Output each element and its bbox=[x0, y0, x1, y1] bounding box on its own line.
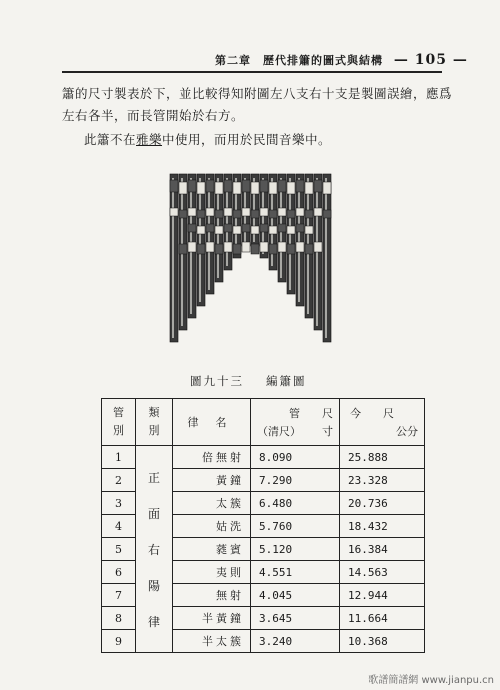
weave-strip bbox=[197, 226, 205, 234]
pitch-name: 倍無射 bbox=[173, 446, 251, 469]
weave-strip bbox=[188, 180, 196, 192]
weave-strip bbox=[305, 182, 313, 194]
category-char: 律 bbox=[147, 615, 160, 629]
weave-strip bbox=[251, 244, 259, 254]
length-centimeters: 14.563 bbox=[340, 561, 425, 584]
length-centimeters: 10.368 bbox=[340, 630, 425, 653]
weave-strip bbox=[233, 244, 241, 254]
length-qing-cun: 5.760 bbox=[251, 515, 340, 538]
weave-strip bbox=[188, 208, 196, 216]
length-qing-cun: 4.551 bbox=[251, 561, 340, 584]
weave-strip bbox=[251, 182, 259, 194]
weave-strip bbox=[260, 224, 268, 232]
length-qing-cun: 3.240 bbox=[251, 630, 340, 653]
weave-strip bbox=[242, 180, 250, 192]
weave-strip bbox=[242, 208, 250, 216]
weave-strip bbox=[233, 210, 241, 218]
weave-strip bbox=[269, 226, 277, 234]
pipe-number: 2 bbox=[102, 469, 136, 492]
running-header bbox=[215, 52, 468, 68]
table-row bbox=[102, 446, 425, 469]
weave-strip bbox=[269, 182, 277, 194]
weave-strip bbox=[278, 224, 286, 232]
header-pipe-number: 管 別 bbox=[102, 399, 136, 446]
body-line-2: 左右各半，而長管開始於右方。 bbox=[62, 108, 245, 123]
weave-strip bbox=[296, 208, 304, 216]
header-rule bbox=[62, 71, 442, 73]
header-qing-length: 管 尺 （清尺） 寸 bbox=[251, 399, 340, 446]
weave-strip bbox=[314, 242, 322, 252]
weave-strip bbox=[296, 224, 304, 232]
weave-strip bbox=[233, 182, 241, 194]
category-cell bbox=[136, 446, 173, 653]
pipe-number: 8 bbox=[102, 607, 136, 630]
weave-strip bbox=[260, 180, 268, 192]
header-category: 類 別 bbox=[136, 399, 173, 446]
page-number: — 105 — bbox=[393, 52, 468, 68]
weave-strip bbox=[278, 242, 286, 252]
length-centimeters: 11.664 bbox=[340, 607, 425, 630]
weave-strip bbox=[215, 226, 223, 234]
length-qing-cun: 5.120 bbox=[251, 538, 340, 561]
length-qing-cun: 3.645 bbox=[251, 607, 340, 630]
pipe-number: 6 bbox=[102, 561, 136, 584]
pitch-name: 黃鐘 bbox=[173, 469, 251, 492]
length-centimeters: 18.432 bbox=[340, 515, 425, 538]
header-pitch-name: 律 名 bbox=[173, 399, 251, 446]
weave-strip bbox=[305, 226, 313, 234]
weave-strip bbox=[269, 244, 277, 254]
weave-strip bbox=[224, 242, 232, 252]
length-qing-cun: 7.290 bbox=[251, 469, 340, 492]
pipe-number: 3 bbox=[102, 492, 136, 515]
pipe-tube bbox=[170, 174, 178, 342]
weave-strip bbox=[242, 242, 250, 252]
category-char: 正 bbox=[147, 471, 160, 485]
figure-caption bbox=[190, 373, 307, 389]
weave-strip bbox=[206, 208, 214, 216]
pitch-name: 姑洗 bbox=[173, 515, 251, 538]
pipe-number: 4 bbox=[102, 515, 136, 538]
pipe-tube bbox=[296, 174, 304, 306]
weave-strip bbox=[188, 242, 196, 252]
pipe-tube bbox=[323, 174, 331, 342]
weave-strip bbox=[179, 244, 187, 254]
length-qing-cun: 4.045 bbox=[251, 584, 340, 607]
pipe-tubes bbox=[170, 174, 331, 342]
weave-strip bbox=[224, 180, 232, 192]
caption-number: 圖九十三 bbox=[190, 374, 244, 388]
category-char: 右 bbox=[147, 543, 160, 557]
weave-strip bbox=[197, 244, 205, 254]
weave-strip bbox=[287, 226, 295, 234]
body-line-3 bbox=[84, 130, 331, 148]
weave-strip bbox=[314, 208, 322, 216]
length-centimeters: 25.888 bbox=[340, 446, 425, 469]
weave-strip bbox=[287, 182, 295, 194]
pitch-name: 蕤賓 bbox=[173, 538, 251, 561]
weave-strip bbox=[179, 182, 187, 194]
weave-strip bbox=[269, 210, 277, 218]
weave-strip bbox=[287, 210, 295, 218]
category-char: 陽 bbox=[147, 579, 160, 593]
weave-strip bbox=[170, 180, 178, 192]
weave-strip bbox=[206, 224, 214, 232]
pitch-name: 太簇 bbox=[173, 492, 251, 515]
weave-strip bbox=[305, 210, 313, 218]
weave-strip bbox=[170, 208, 178, 216]
weave-strip bbox=[314, 180, 322, 192]
body-line-3-pre: 此簫不在 bbox=[84, 132, 137, 147]
body-line-3-post: 中使用，而用於民間音樂中。 bbox=[162, 132, 332, 147]
weave-strip bbox=[260, 242, 268, 252]
weave-strip bbox=[206, 180, 214, 192]
panpipe-illustration bbox=[164, 172, 340, 350]
weave-strip bbox=[296, 242, 304, 252]
weave-strip bbox=[233, 226, 241, 234]
length-centimeters: 23.328 bbox=[340, 469, 425, 492]
length-centimeters: 12.944 bbox=[340, 584, 425, 607]
pipe-number: 5 bbox=[102, 538, 136, 561]
weave-strip bbox=[215, 210, 223, 218]
yayue-term: 雅樂 bbox=[136, 132, 163, 147]
weave-strip bbox=[260, 208, 268, 216]
header-modern-length: 今 尺 公分 bbox=[340, 399, 425, 446]
weave-strip bbox=[323, 210, 331, 218]
weave-strip bbox=[197, 182, 205, 194]
length-qing-cun: 8.090 bbox=[251, 446, 340, 469]
weave-strip bbox=[278, 180, 286, 192]
chapter-title: 第二章 歷代排簫的圖式與結構 bbox=[215, 54, 383, 67]
weave-strip bbox=[179, 210, 187, 218]
length-centimeters: 16.384 bbox=[340, 538, 425, 561]
weave-strip bbox=[287, 244, 295, 254]
weave-strip bbox=[305, 244, 313, 254]
category-char: 面 bbox=[147, 507, 160, 521]
weave-strip bbox=[251, 226, 259, 234]
pipe-number: 7 bbox=[102, 584, 136, 607]
weave-strip bbox=[224, 224, 232, 232]
weave-strip bbox=[278, 208, 286, 216]
pipe-number: 1 bbox=[102, 446, 136, 469]
watermark: 歌譜簡譜網 www.jianpu.cn bbox=[368, 675, 494, 686]
pitch-name: 半太簇 bbox=[173, 630, 251, 653]
weave-strip bbox=[206, 242, 214, 252]
pipe-number: 9 bbox=[102, 630, 136, 653]
pipe-length-table bbox=[101, 398, 425, 653]
weave-strip bbox=[188, 224, 196, 232]
weave-strip bbox=[242, 224, 250, 232]
pitch-name: 夷則 bbox=[173, 561, 251, 584]
weave-strip bbox=[323, 182, 331, 194]
length-centimeters: 20.736 bbox=[340, 492, 425, 515]
weave-strip bbox=[224, 208, 232, 216]
pitch-name: 無射 bbox=[173, 584, 251, 607]
pitch-name: 半黃鐘 bbox=[173, 607, 251, 630]
weave-strip bbox=[215, 182, 223, 194]
caption-title: 編簫圖 bbox=[266, 374, 307, 388]
weave-strip bbox=[251, 210, 259, 218]
length-qing-cun: 6.480 bbox=[251, 492, 340, 515]
weave-strip bbox=[197, 210, 205, 218]
weave-strip bbox=[296, 180, 304, 192]
weave-strip bbox=[215, 244, 223, 254]
body-line-1: 簫的尺寸製表於下，並比較得知附圖左八支右十支是製圖誤繪，應爲 bbox=[62, 86, 453, 101]
